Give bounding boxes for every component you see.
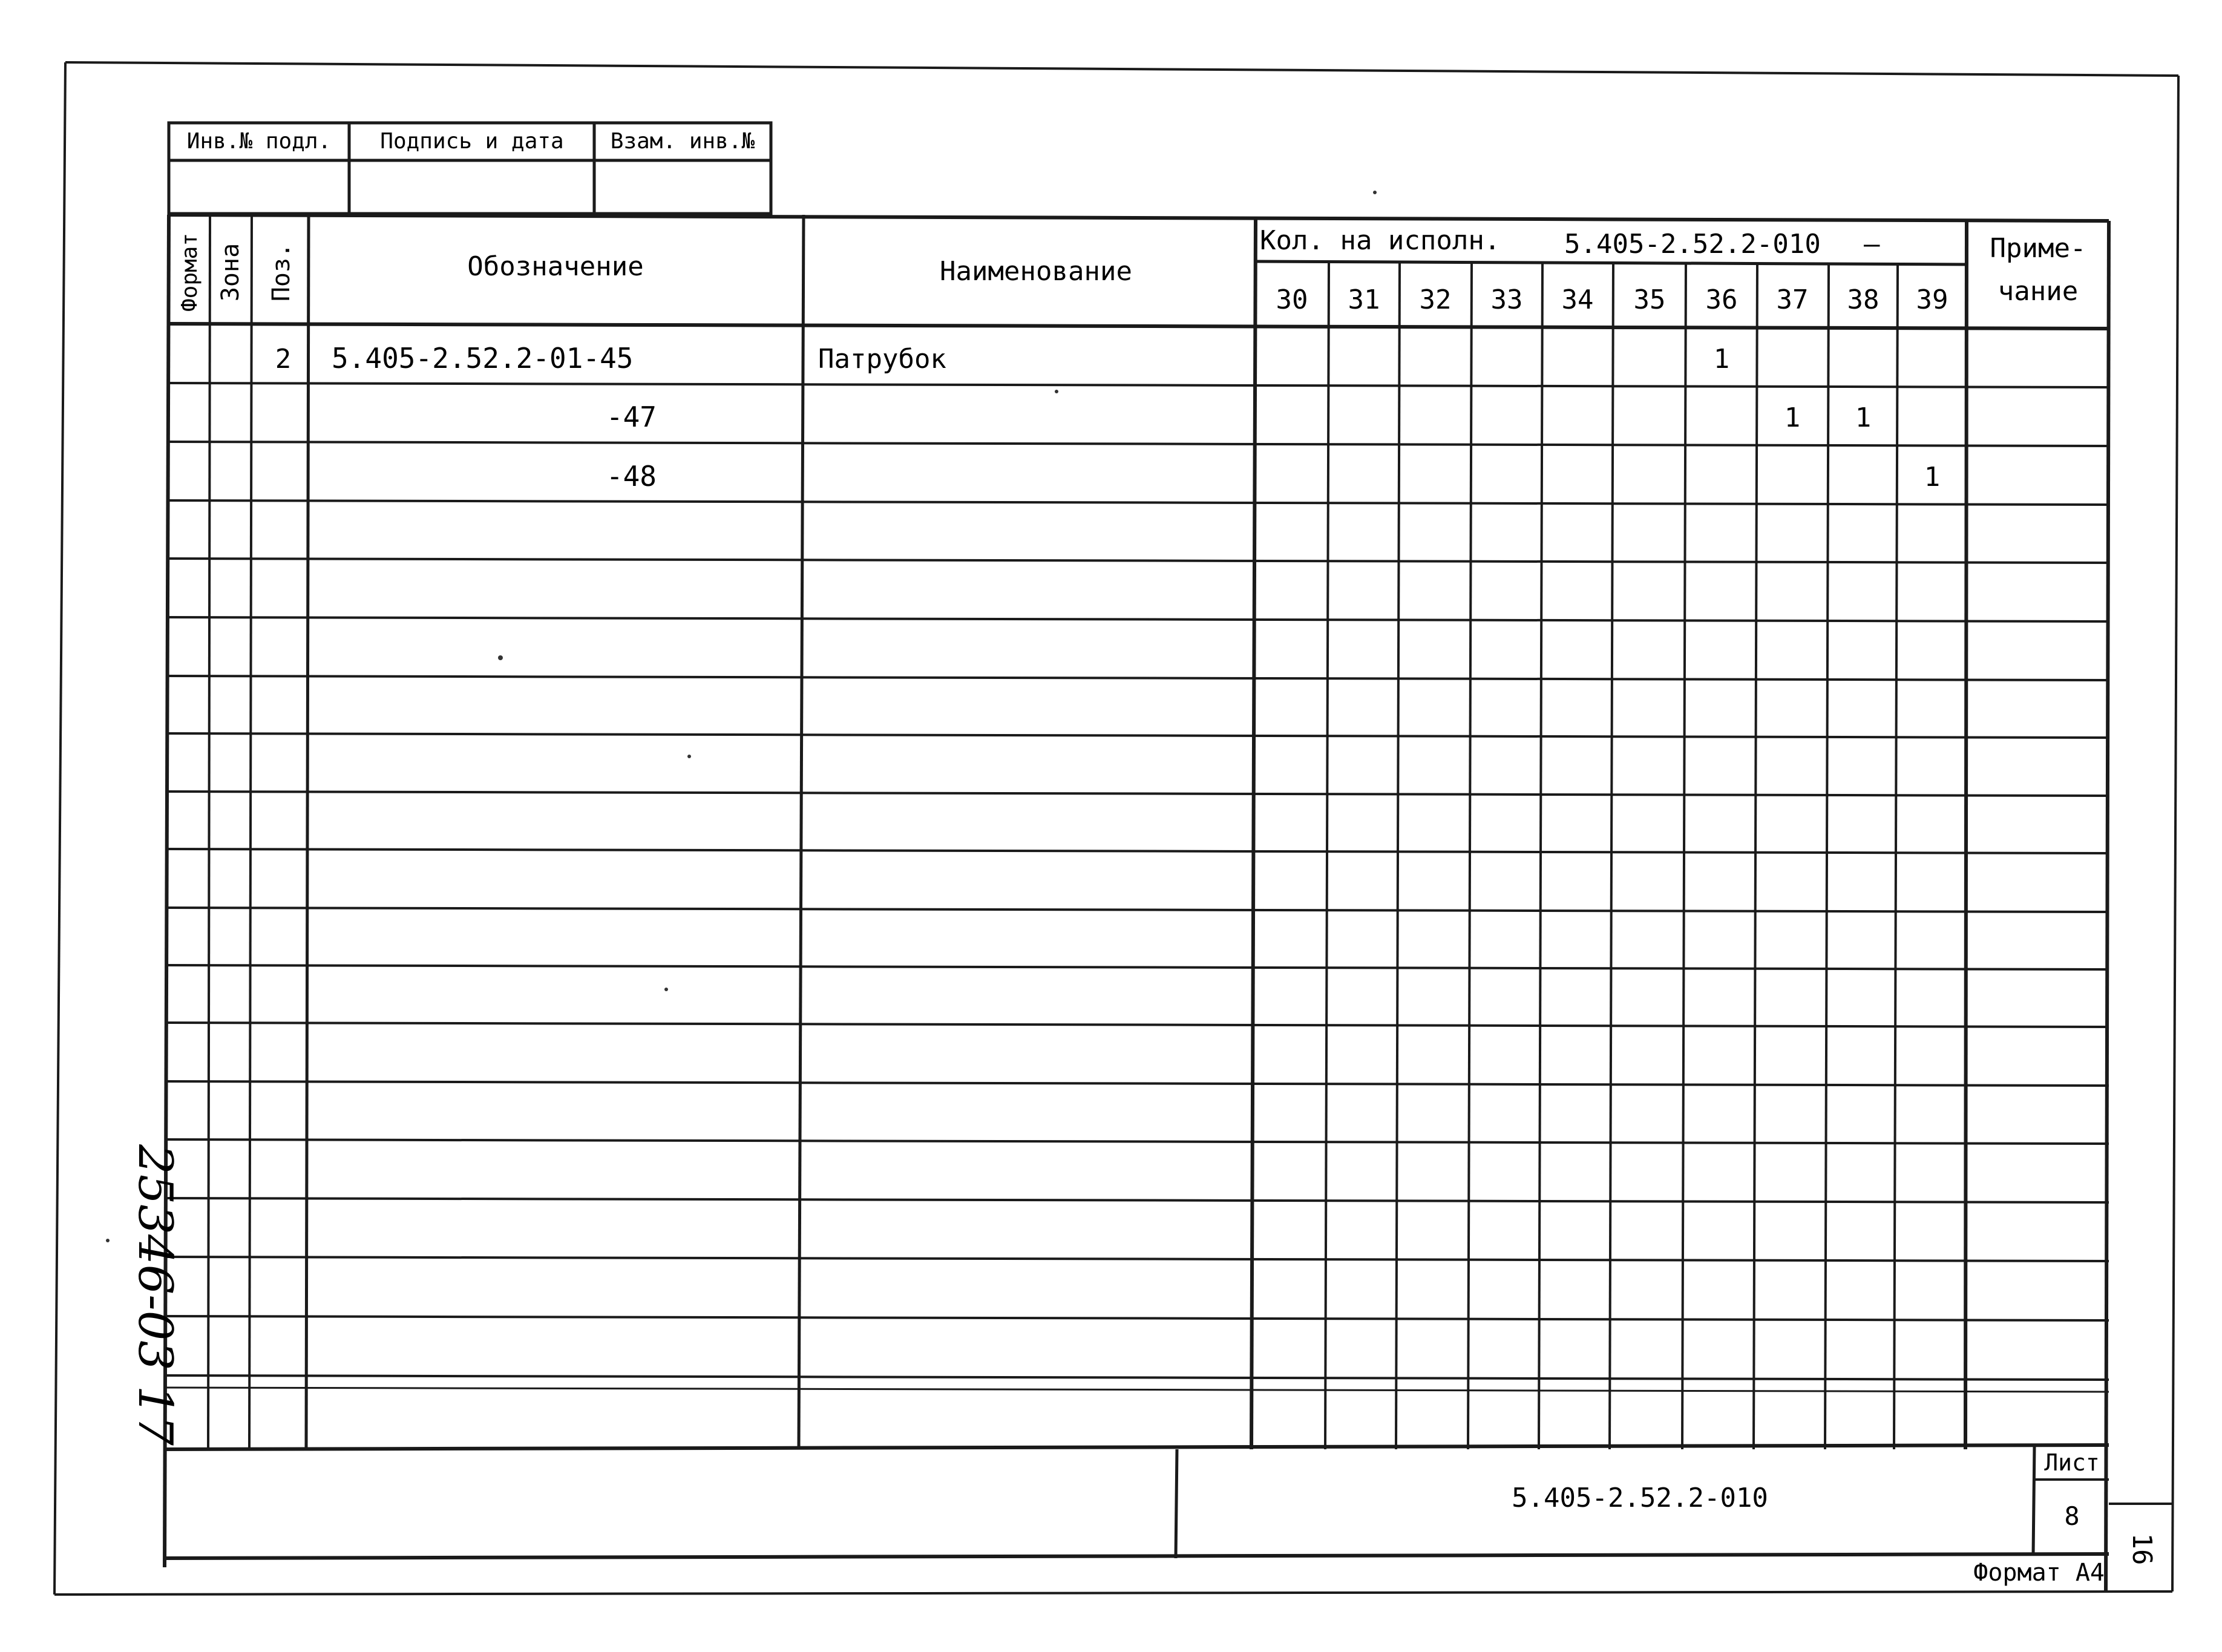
variant-header-36: 36 xyxy=(1705,284,1738,315)
sheet-number: 8 xyxy=(2064,1501,2080,1531)
row-name: Патрубок xyxy=(818,344,946,375)
row-qty-37: 1 xyxy=(1784,402,1801,433)
col-name-label: Наименование xyxy=(940,256,1132,287)
row-qty-36: 1 xyxy=(1713,344,1730,375)
inv-podl-label: Инв.№ подл. xyxy=(186,129,332,154)
variant-header-37: 37 xyxy=(1776,284,1809,315)
variant-header-31: 31 xyxy=(1348,284,1380,315)
variant-header-32: 32 xyxy=(1419,284,1452,315)
variant-header-33: 33 xyxy=(1490,284,1523,315)
col-format-label: Формат xyxy=(177,232,202,312)
handwritten-archive-number: 25346-03 17 xyxy=(128,1144,182,1446)
row-qty-39: 1 xyxy=(1924,462,1941,493)
col-zone-label: Зона xyxy=(217,243,244,302)
note-label-line1: Приме- xyxy=(1990,233,2086,264)
col-designation-label: Обозначение xyxy=(467,251,644,282)
vzam-inv-label: Взам. инв.№ xyxy=(610,129,755,154)
sheet-label: Лист xyxy=(2044,1449,2100,1476)
row-qty-38: 1 xyxy=(1855,402,1872,433)
row-designation: -48 xyxy=(606,460,657,493)
note-label-line2: чание xyxy=(1998,276,2079,307)
col-pos-label: Поз. xyxy=(267,243,295,302)
qty-doc-number: 5.405-2.52.2-010 xyxy=(1564,229,1821,260)
row-pos: 2 xyxy=(275,344,292,375)
spec-table-grid xyxy=(165,215,2172,1591)
variant-header-34: 34 xyxy=(1561,284,1594,315)
variant-header-38: 38 xyxy=(1847,284,1880,315)
variant-header-30: 30 xyxy=(1276,284,1308,315)
page-number: 16 xyxy=(2126,1533,2157,1565)
doc-number: 5.405-2.52.2-010 xyxy=(1512,1483,1768,1513)
row-designation: 5.405-2.52.2-01-45 xyxy=(332,342,634,375)
variant-header-39: 39 xyxy=(1916,284,1948,315)
spec-rows xyxy=(275,342,1941,493)
format-label: Формат А4 xyxy=(1973,1559,2105,1587)
qty-dash: – xyxy=(1864,229,1880,260)
qty-label: Кол. на исполн. xyxy=(1260,225,1501,256)
signature-date-label: Подпись и дата xyxy=(380,129,564,154)
variant-header-35: 35 xyxy=(1633,284,1666,315)
row-designation: -47 xyxy=(606,401,657,433)
